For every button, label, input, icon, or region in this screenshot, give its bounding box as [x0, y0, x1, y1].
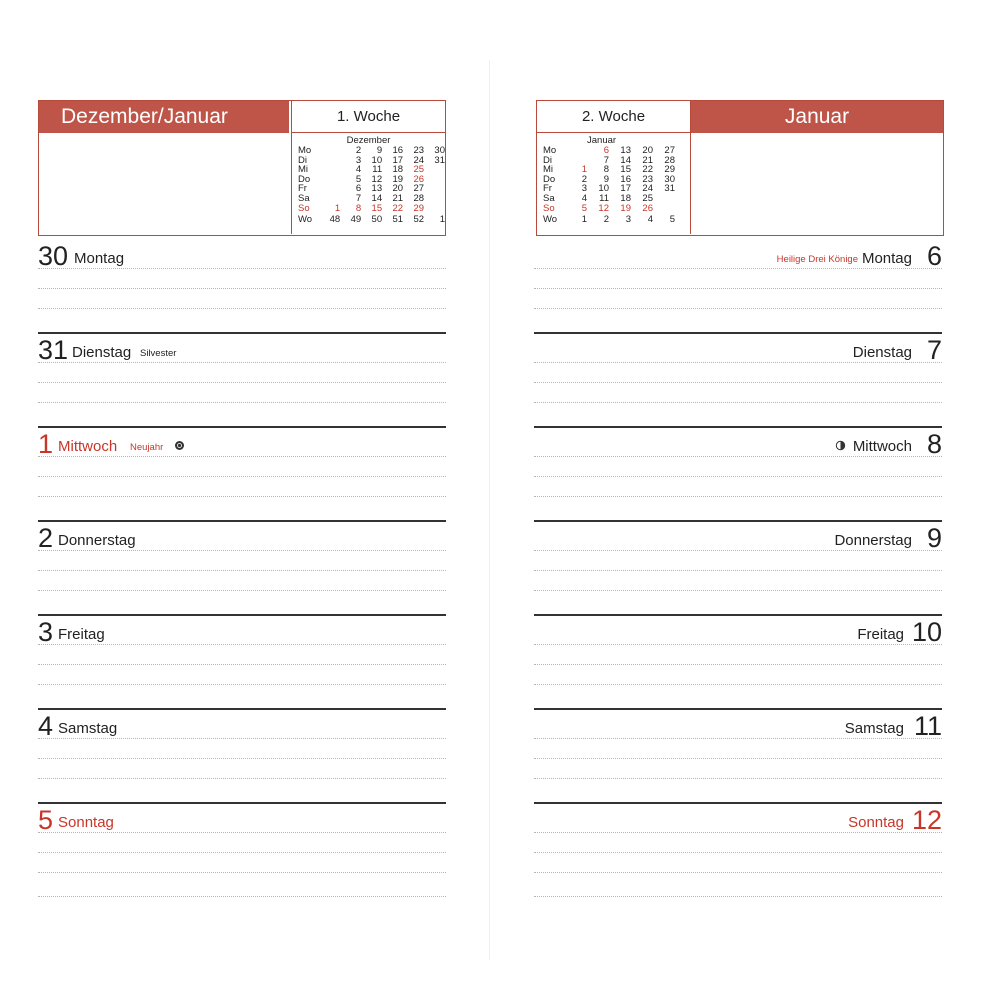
- mini-calendar: [537, 101, 691, 234]
- day-block[interactable]: [38, 426, 446, 520]
- day-block[interactable]: [534, 708, 942, 802]
- mini-row-sa: Sa 4 11 18 25: [543, 192, 653, 204]
- day-name: Samstag: [58, 720, 118, 737]
- day-block[interactable]: [38, 802, 446, 896]
- mini-row-week-numbers: Wo 1 2 3 4 5: [543, 214, 675, 226]
- day-block[interactable]: [38, 238, 446, 332]
- day-block[interactable]: [534, 520, 942, 614]
- mini-row-do: Do 5 12 19 26: [298, 173, 425, 185]
- holiday-note: Neujahr: [130, 442, 164, 453]
- mini-calendar-table: [298, 146, 445, 225]
- day-number: 12: [911, 805, 942, 835]
- mini-row-mo: Mo 6 13 20 27: [543, 145, 675, 156]
- day-block[interactable]: [38, 520, 446, 614]
- day-number: 5: [38, 805, 54, 835]
- day-name: Mittwoch: [58, 438, 118, 455]
- mini-row-mi: Mi 4 11 18 25: [298, 164, 425, 176]
- day-name: Montag: [861, 250, 912, 267]
- mini-calendar-month: Dezember: [346, 135, 391, 146]
- mini-row-fr: Fr 3 10 17 24 31: [543, 183, 675, 195]
- mini-row-week-numbers: Wo 48 49 50 51 52 1: [298, 214, 445, 226]
- day-block[interactable]: [38, 332, 446, 426]
- holiday-note: Heilige Drei Könige: [776, 254, 858, 265]
- day-block[interactable]: [534, 238, 942, 332]
- mini-calendar-table: [543, 146, 675, 225]
- day-number: 11: [913, 711, 942, 741]
- mini-row-di: Di 3 10 17 24 31: [298, 154, 445, 166]
- day-number: 9: [926, 523, 942, 553]
- day-block[interactable]: [534, 614, 942, 708]
- day-block[interactable]: [534, 802, 942, 896]
- day-number: 7: [926, 335, 942, 365]
- day-name: Freitag: [857, 626, 904, 643]
- month-title: Dezember/Januar: [39, 101, 289, 133]
- first-quarter-moon-icon: [835, 440, 846, 454]
- day-number: 1: [38, 429, 54, 459]
- day-block[interactable]: [534, 332, 942, 426]
- day-name: Freitag: [58, 626, 105, 643]
- week-label: 1. Woche: [292, 101, 445, 133]
- day-name: Donnerstag: [58, 532, 136, 549]
- right-header: [536, 100, 944, 236]
- day-name: Samstag: [844, 720, 904, 737]
- mini-row-mi: Mi 1 8 15 22 29: [543, 164, 675, 176]
- day-name: Montag: [74, 250, 125, 267]
- day-name: Dienstag: [852, 344, 912, 361]
- day-name: Sonntag: [848, 814, 904, 831]
- mini-row-sa: Sa 7 14 21 28: [298, 192, 425, 204]
- mini-row-so: So 5 12 19 26: [543, 202, 653, 214]
- mini-row-fr: Fr 6 13 20 27: [298, 183, 425, 195]
- left-page: [0, 0, 490, 1000]
- mini-row-do: Do 2 9 16 23 30: [543, 173, 675, 185]
- day-number: 30: [38, 241, 69, 271]
- day-name: Dienstag: [72, 344, 132, 361]
- day-number: 3: [38, 617, 54, 647]
- mini-calendar-month: Januar: [587, 135, 617, 146]
- day-number: 8: [926, 429, 942, 459]
- day-name: Mittwoch: [852, 438, 912, 455]
- day-block[interactable]: [38, 614, 446, 708]
- mini-row-so: So 1 8 15 22 29: [298, 202, 425, 214]
- day-number: 4: [38, 711, 54, 741]
- week-label: 2. Woche: [537, 101, 690, 133]
- day-number: 31: [38, 335, 69, 365]
- day-number: 2: [38, 523, 54, 553]
- day-number: 10: [911, 617, 942, 647]
- mini-calendar: [291, 101, 445, 234]
- day-block[interactable]: [534, 426, 942, 520]
- month-title: Januar: [691, 101, 943, 133]
- mini-row-di: Di 7 14 21 28: [543, 154, 675, 166]
- day-name: Donnerstag: [834, 532, 912, 549]
- mini-row-mo: Mo 2 9 16 23 30: [298, 145, 445, 156]
- day-block[interactable]: [38, 708, 446, 802]
- right-page: [500, 0, 1000, 1000]
- holiday-note: Silvester: [140, 348, 177, 359]
- full-moon-icon: [174, 440, 185, 454]
- left-header: [38, 100, 446, 236]
- day-name: Sonntag: [58, 814, 114, 831]
- day-number: 6: [926, 241, 942, 271]
